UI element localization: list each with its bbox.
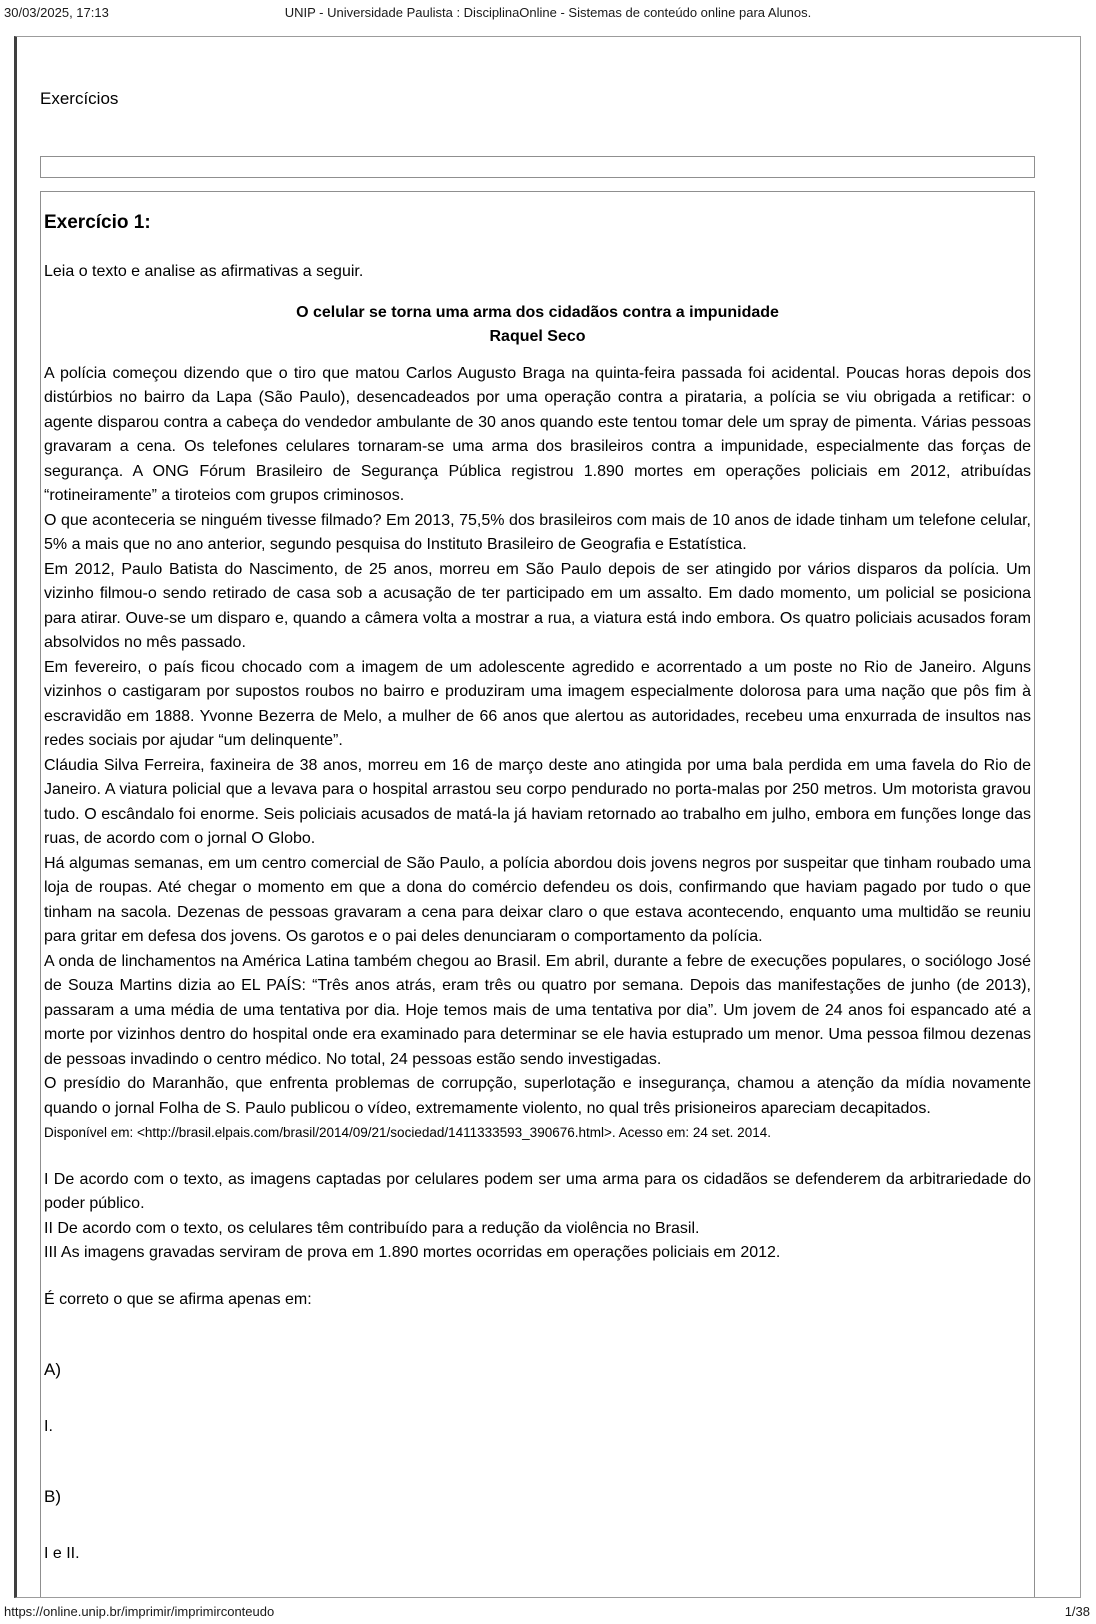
statement-iii: III As imagens gravadas serviram de prova em 1.890 mortes ocorridas em operações policiais em 2012. bbox=[44, 1244, 781, 1261]
question-stem: É correto o que se afirma apenas em: bbox=[44, 1290, 312, 1308]
print-footer bbox=[4, 1604, 1090, 1619]
article-paragraph: Em fevereiro, o país ficou chocado com a imagem de um adolescente agredido e acorrentado a um poste no Rio de Janeiro. Alguns vizinhos o castigaram por supostos roubos no bairro e produziram uma imagem especialmente dolorosa para uma nação que pôs fim à escravidão em 1888. Yvonne Bezerra de Melo, a mulher de 66 anos que alertou as autoridades, recebeu uma enxurrada de insultos nas redes sociais por ajudar “um delinquente”. bbox=[44, 658, 1031, 749]
print-datetime: 30/03/2025, 17:13 bbox=[4, 5, 109, 20]
option-a-letter: A) bbox=[44, 1360, 61, 1379]
empty-header-bar bbox=[40, 156, 1035, 178]
article-body bbox=[44, 362, 1031, 1146]
statement-ii: II De acordo com o texto, os celulares têm contribuído para a redução da violência no Brasil. bbox=[44, 1219, 700, 1237]
exercise-intro: Leia o texto e analise as afirmativas a seguir. bbox=[44, 263, 364, 280]
page-indicator: 1/38 bbox=[1064, 1604, 1090, 1619]
article-paragraph: A polícia começou dizendo que o tiro que matou Carlos Augusto Braga na quinta-feira passada foi acidental. Poucas horas depois dos distúrbios no bairro da Lapa (São Paulo), desencadeados por uma operação contra a pirataria, a polícia se viu obrigada a retificar: o agente disparou contra a cabeça do vendedor ambulante de 30 anos quando este tentou tomar dele um spray de pimenta. Várias pessoas gravaram a cena. Os telefones celulares tornaram-se uma arma dos brasileiros contra a impunidade, especialmente das forças de segurança. A ONG Fórum Brasileiro de Segurança Pública registrou 1.890 mortes em operações policiais em 2012, atribuídas “rotineiramente” a tiroteios com grupos criminosos. bbox=[44, 364, 1031, 504]
article-byline: Raquel Seco bbox=[489, 328, 586, 345]
option-a-text: I. bbox=[44, 1417, 53, 1435]
print-header bbox=[4, 5, 1092, 23]
article-paragraph: A onda de linchamentos na América Latina também chegou ao Brasil. Em abril, durante a febre de execuções populares, o sociólogo José de Souza Martins dizia ao EL PAÍS: “Três anos atrás, eram três ou quatro por semana. Depois das manifestações de junho (de 2013), passaram a uma média de uma tentativa por dia. Hoje temos mais de uma tentativa por dia”. Um jovem de 24 anos foi espancado até a morte por vizinhos dentro do hospital onde era examinado para determinar se ele havia estuprado um menor. Uma pessoa filmou dezenas de pessoas invadindo o centro médico. No total, 24 pessoas estão sendo investigadas. bbox=[44, 952, 1031, 1068]
article-source: Disponível em: <http://brasil.elpais.com/brasil/2014/09/21/sociedad/1411333593_390676.html>. Acesso em: 24 set. 2014. bbox=[44, 1125, 771, 1140]
article-paragraph: O que aconteceria se ninguém tivesse filmado? Em 2013, 75,5% dos brasileiros com mais de 10 anos de idade tinham um telefone celular, 5% a mais que no ano anterior, segundo pesquisa do Instituto Brasileiro de Geografia e Estatística. bbox=[44, 511, 1031, 553]
option-b-letter: B) bbox=[44, 1487, 61, 1506]
article-heading: O celular se torna uma arma dos cidadãos contra a impunidade bbox=[296, 303, 779, 321]
statements-block bbox=[44, 1168, 1031, 1266]
article-paragraph: Em 2012, Paulo Batista do Nascimento, de 25 anos, morreu em São Paulo depois de ser atingido por vários disparos da polícia. Um vizinho filmou-o sendo retirado de casa sob a acusação de ter participado em um assalto. Em dado momento, um policial se posiciona para atirar. Ouve-se um disparo e, quando a câmera volta a mostrar a rua, a viatura está indo embora. Os quatro policiais acusados foram absolvidos no mês passado. bbox=[44, 560, 1031, 651]
article-paragraph: O presídio do Maranhão, que enfrenta problemas de corrupção, superlotação e insegurança, chamou a atenção da mídia novamente quando o jornal Folha de S. Paulo publicou o vídeo, extremamente violento, no qual três prisioneiros apareciam decapitados. bbox=[44, 1075, 1031, 1117]
exercise-box bbox=[40, 191, 1035, 1598]
exercise-title: Exercício 1: bbox=[44, 212, 151, 233]
option-b-text: I e II. bbox=[44, 1544, 80, 1562]
statement-i: I De acordo com o texto, as imagens captadas por celulares podem ser uma arma para os cidadãos se defenderem da arbitrariedade do poder público. bbox=[44, 1170, 1031, 1212]
page-title: Exercícios bbox=[40, 89, 119, 108]
article-paragraph: Cláudia Silva Ferreira, faxineira de 38 anos, morreu em 16 de março deste ano atingida por uma bala perdida em uma favela do Rio de Janeiro. A viatura policial que a levava para o hospital arrastou seu corpo pendurado no porta-malas por 250 metros. Um motorista gravou tudo. O escândalo foi enorme. Seis policiais acusados de matá-la já haviam retornado ao trabalho em julho, embora em funções longe das ruas, de acordo com o jornal O Globo. bbox=[44, 756, 1031, 847]
print-title: UNIP - Universidade Paulista : DisciplinaOnline - Sistemas de conteúdo online para Alunos. bbox=[284, 5, 812, 20]
content-frame bbox=[14, 36, 1081, 1598]
print-url: https://online.unip.br/imprimir/imprimirconteudo bbox=[4, 1604, 275, 1619]
article-paragraph: Há algumas semanas, em um centro comercial de São Paulo, a polícia abordou dois jovens negros por suspeitar que tinham roubado uma loja de roupas. Até chegar o momento em que a dona do comércio defendeu os dois, confirmando que haviam pagado por tudo o que tinham na sacola. Dezenas de pessoas gravaram a cena para deixar claro o que estava acontecendo, enquanto uma multidão se reuniu para gritar em defesa dos jovens. Os garotos e o pai deles denunciaram o comportamento da polícia. bbox=[44, 854, 1031, 945]
